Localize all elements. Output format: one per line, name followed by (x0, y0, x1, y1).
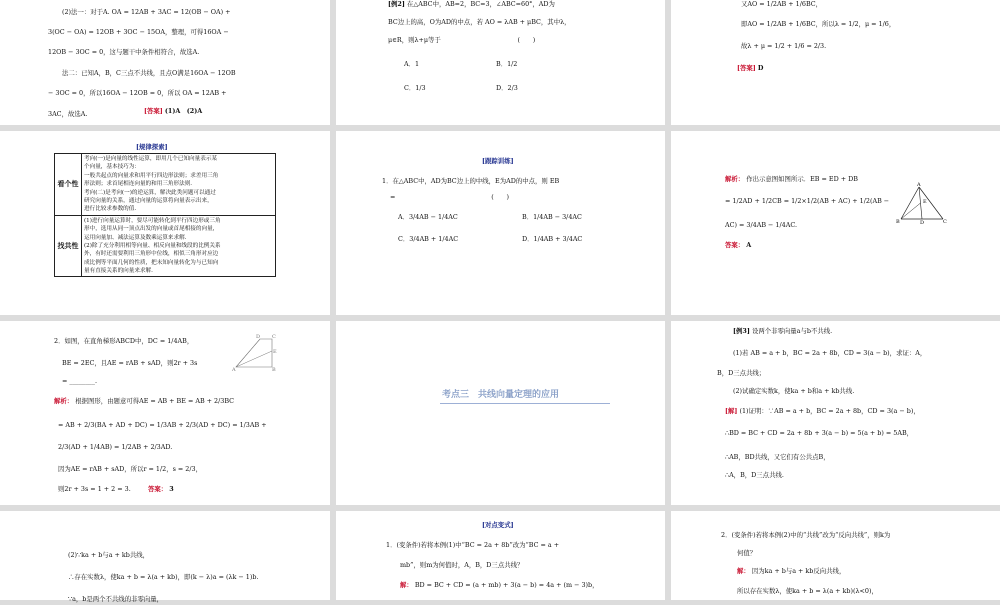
row-text: 运用向量加、减法运算及数乘运算来求解. (84, 234, 187, 241)
option-a: A．3/4AB − 1/4AC (398, 213, 458, 221)
slide-9-line-3: B，D三点共线； (717, 369, 766, 377)
answer-value: 3 (169, 485, 174, 493)
slide-3-answer (737, 64, 763, 74)
slide-7-analysis-1 (54, 397, 234, 407)
analysis-text: 因为ka + b与a + kb反向共线， (751, 567, 846, 575)
row-label: 找共性 (55, 215, 82, 277)
slide-8[interactable] (336, 321, 665, 505)
analysis-text: BD = BC + CD = (a + mb) + 3(a − b) = 4a + (m − 3)b， (414, 581, 599, 589)
row-content (82, 215, 276, 277)
slide-9-line-2: (1)若 AB = a + b，BC = 2a + 8b，CD = 3(a − b)，求证：A， (733, 349, 927, 357)
slide-7-analysis-5: 则2r + 3s = 1 + 2 = 3. (58, 485, 131, 493)
slide-5-blank: = ( ) (390, 193, 509, 201)
slide-7-analysis-4: 因为AE = rAB + sAD，所以r = 1/2，s = 2/3， (58, 465, 202, 473)
slide-11-analysis (400, 581, 599, 591)
label-e: E (923, 199, 927, 205)
slide-6-line-1 (725, 175, 858, 185)
section-theme-title: 考点三 共线向量定理的应用 (441, 390, 559, 400)
row-content (82, 154, 276, 216)
row-text: 量有直接关系的向量来求解. (84, 268, 153, 275)
option-a: A．1 (404, 60, 420, 68)
slide-11-line-1: 1．(变条件)若将本例(1)中“BC = 2a + 8b”改为“BC = a + (386, 541, 560, 549)
label-c: C (943, 219, 947, 225)
slide-2[interactable] (336, 0, 665, 125)
answer-value: D (757, 64, 764, 72)
slide-2-line-2: BC边上的高，O为AD的中点，若 AO = λAB + μBC，其中λ， (388, 18, 571, 26)
slide-12-line-1: 2．(变条件)若将本例(2)中的“共线”改为“反向共线”，则k为 (721, 531, 891, 539)
option-c: C．3/4AB + 1/4AC (398, 235, 459, 243)
option-d: D．2/3 (496, 84, 518, 92)
row-text: 成比例等平面几何的性质，把未知向量转化为与已知向 (84, 259, 219, 266)
slide-5-question: 1．在△ABC中，AD为BC边上的中线，E为AD的中点，则 EB (382, 177, 560, 185)
slide-12[interactable] (671, 511, 1000, 600)
label-d: D (920, 220, 925, 226)
slide-7-line-1: 2．如图，在直角梯形ABCD中，DC = 1/4AB， (54, 337, 194, 345)
question-text: 设两个非零向量a与b不共线. (751, 327, 833, 335)
slide-1-line-4: 法二：已知A，B，C三点不共线，且点O满足16OA − 12OB (62, 69, 236, 77)
answer-label: 答案： (148, 485, 168, 493)
label-d: D (256, 334, 261, 340)
slide-9-line-4: (2)试确定实数k，使ka + b和a + kb共线. (733, 387, 855, 395)
trapezoid-figure (232, 333, 276, 371)
answer-label: [答案] (144, 107, 163, 115)
option-b: B．1/2 (496, 60, 518, 68)
slide-6-line-2: = 1/2AD + 1/2CB = 1/2×1/2(AB + AC) + 1/2(AB − (725, 197, 890, 205)
slide-3[interactable] (671, 0, 1000, 125)
slide-11-title: [对点变式] (482, 521, 514, 529)
slide-11-line-2: mb”，则m为何值时，A，B，D三点共线？ (400, 561, 524, 569)
answer-value: (1)A (2)A (164, 107, 203, 115)
triangle-figure (895, 181, 949, 225)
answer-label: 答案： (725, 241, 745, 249)
row-text: 个向量，基本技巧为： (84, 164, 140, 171)
slide-7-line-3: = ________. (62, 377, 97, 385)
slide-4[interactable] (0, 131, 330, 315)
slide-12-analysis-1 (737, 567, 845, 577)
slide-1-line-5: − 3OC = 0，所以16OA − 12OB = 0，所以 OA = 12AB + (48, 89, 227, 97)
slide-6[interactable] (671, 131, 1000, 315)
option-d: D．1/4AB + 3/4AC (522, 235, 583, 243)
table-row (55, 215, 276, 277)
slide-3-line-2: 即AO = 1/2AB + 1/6BC，所以λ = 1/2，μ = 1/6， (741, 20, 896, 28)
slide-1-line-1: (2)法一：对于A. OA = 12AB + 3AC = 12(OB − OA) + (62, 8, 231, 16)
question-line-1: 在△ABC中，AB=2，BC=3，∠ABC=60°，AD为 (406, 0, 555, 8)
slide-3-line-3: 故λ + μ = 1/2 + 1/6 = 2/3. (741, 42, 827, 50)
slide-10[interactable] (0, 511, 330, 603)
slide-9-solution-1 (725, 407, 920, 417)
slide-1-line-3: 12OB − 3OC = 0，这与题干中条件相符合，故选A. (48, 48, 200, 56)
slide-9-solution-2: ∴BD = BC + CD = 2a + 8b + 3(a − b) = 5(a + b) = 5AB， (725, 429, 914, 437)
slide-1-line-6: 3AC，故选A. (48, 110, 88, 118)
slide-7-line-2: BE = 2EC，且AE = rAB + sAD，则2r + 3s (62, 359, 198, 367)
answer-label: [答案] (737, 64, 756, 72)
label-b: B (896, 219, 900, 225)
row-text: 形法则；求首尾相连向量的和用三角形法则. (84, 181, 193, 188)
slide-10-line-2: ∴存在实数λ，使ka + b = λ(a + kb)，即(k − λ)a = (λk − 1)b. (68, 573, 259, 581)
slide-9-solution-3: ∴AB，BD共线，又它们有公共点B， (725, 453, 830, 461)
slide-5-title: [跟踪训练] (482, 157, 514, 165)
slide-6-answer (725, 241, 751, 251)
slide-1[interactable] (0, 0, 330, 125)
row-label: 看个性 (55, 154, 82, 216)
theme-underline (440, 403, 610, 404)
slide-7[interactable] (0, 321, 330, 505)
answer-value: A (746, 241, 752, 249)
row-text: (1)进行向量运算时，要尽可能转化到平行四边形或三角 (84, 217, 221, 224)
slide-11[interactable] (336, 511, 665, 600)
label-b: B (272, 367, 276, 373)
example-label: [例2] (388, 0, 405, 8)
slide-10-line-1: (2)∵ka + b与a + kb共线， (68, 551, 150, 559)
analysis-label: 解： (737, 567, 750, 575)
slide-12-analysis-2: 所以存在实数λ，使ka + b = λ(a + kb)(λ<0)， (737, 587, 878, 595)
slide-10-line-3: ∵a，b是两个不共线的非零向量， (68, 595, 164, 603)
row-text: 进行比较求参数的值. (84, 206, 137, 213)
option-c: C．1/3 (404, 84, 426, 92)
solution-text: (1)证明：∵AB = a + b，BC = 2a + 8b，CD = 3(a − b)， (739, 407, 920, 415)
table-row (55, 154, 276, 216)
slide-1-answer (144, 107, 202, 117)
slide-1-line-2: 3(OC − OA) = 12OB + 3OC − 15OA，整理，可得16OA − (48, 28, 229, 36)
row-text: 考向(二)是考向(一)的逆运算，解决此类问题可以通过 (84, 189, 216, 196)
slide-6-line-3: AC) = 3/4AB − 1/4AC. (725, 221, 798, 229)
row-text: 形中，选用从同一顶点出发的向量或首尾相接的向量， (84, 226, 219, 233)
slide-2-question (388, 0, 555, 10)
slide-2-line-3: μ∈R，则λ+μ等于 ( ) (388, 36, 536, 44)
slide-9[interactable] (671, 321, 1000, 505)
slide-5[interactable] (336, 131, 665, 315)
row-text: (2)除了充分利用相等向量、相反向量和线段的比例关系 (84, 242, 221, 249)
slide-7-analysis-2: = AB + 2/3(BA + AD + DC) = 1/3AB + 2/3(AD + DC) = 1/3AB + (58, 421, 267, 429)
solution-label: [解] (725, 407, 738, 415)
label-a: A (232, 367, 236, 373)
slide-7-analysis-3: 2/3(AD + 1/4AB) = 1/2AB + 2/3AD. (58, 443, 173, 451)
analysis-text: 作出示意图如图所示．EB = ED + DB (746, 175, 858, 183)
slide-3-line-1: 又AO = 1/2AB + 1/6BC， (741, 0, 823, 8)
slide-9-line-1 (733, 327, 832, 337)
slide-7-answer (148, 485, 174, 495)
example-label: [例3] (733, 327, 750, 335)
analysis-label: 解析： (725, 175, 745, 183)
label-e: E (273, 349, 277, 355)
label-a: A (917, 182, 921, 188)
row-text: 考向(一)是向量的线性运算，即用几个已知向量表示某 (84, 156, 218, 162)
analysis-label: 解析： (54, 397, 74, 405)
tips-table (54, 153, 276, 277)
label-c: C (272, 334, 276, 340)
row-text: 一般共起点的向量求和用平行四边形法则；求差用三角 (84, 172, 219, 179)
option-b: B．1/4AB − 3/4AC (522, 213, 582, 221)
analysis-label: 解： (400, 581, 413, 589)
row-text: 外，有时还需要利用三角形中位线，相似三角形对应边 (84, 251, 219, 258)
analysis-text: 根据图形，由题意可得AE = AB + BE = AB + 2/3BC (75, 397, 235, 405)
row-text: 研究向量的关系，通过向量的运算将向量表示出来， (84, 197, 213, 204)
slide-4-title: [规律探索] (136, 143, 168, 151)
slide-9-solution-4: ∴A，B，D三点共线. (725, 471, 784, 479)
slide-12-line-2: 何值？ (737, 549, 757, 557)
